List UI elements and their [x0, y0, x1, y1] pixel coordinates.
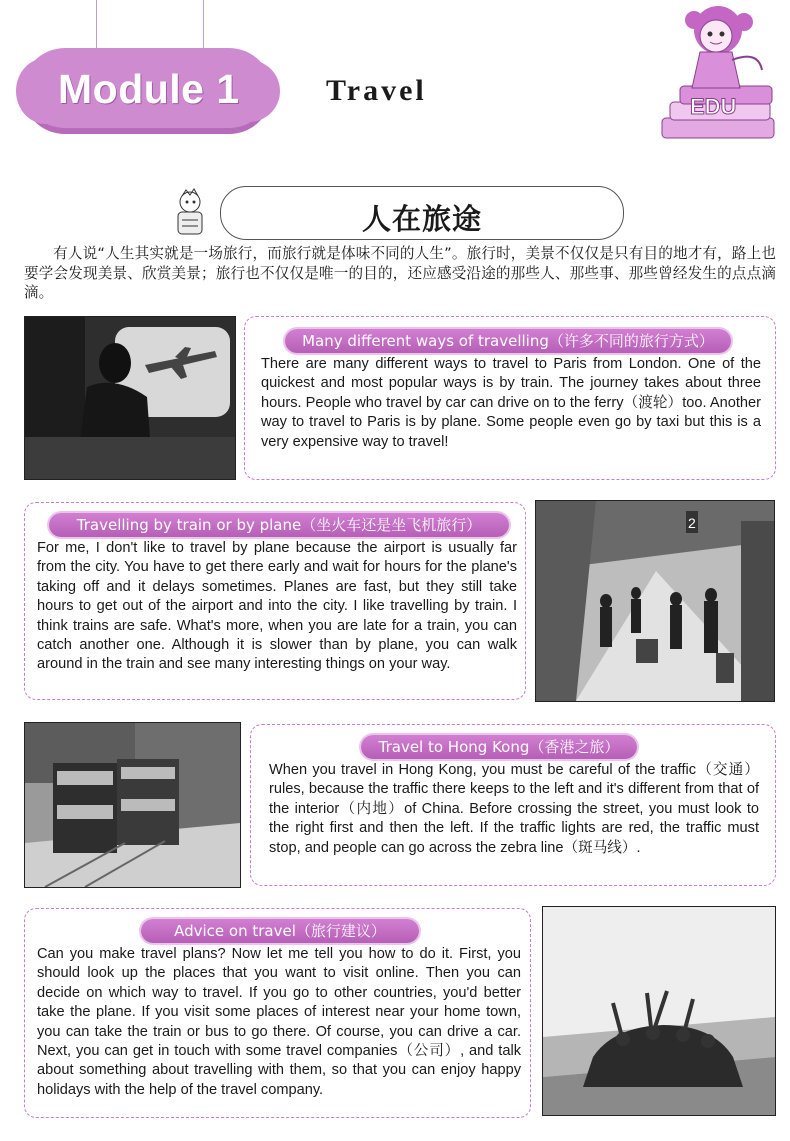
convertible-car-photo — [542, 906, 776, 1116]
section-heading: Travel to Hong Kong（香港之旅） — [361, 735, 637, 759]
train-passenger-photo — [24, 316, 236, 480]
module-label: Module 1 — [58, 66, 240, 112]
section-heading: Many different ways of travelling（许多不同的旅行方式） — [285, 329, 731, 353]
section-train-or-plane — [24, 502, 526, 700]
page-title: Travel — [326, 74, 427, 107]
section-text: When you travel in Hong Kong, you must be careful of the traffic（交通）rules, because the traffic there keeps to the left and it's different from that of the interior（内地）of China. Before crossing the street, you must look to the right first and then the left. If the traffic lights are red, the traffic must stop, and people can go across the zebra line（斑马线）. — [269, 762, 759, 856]
train-station-photo — [535, 500, 775, 702]
section-text: Can you make travel plans? Now let me tell you how to do it. First, you should look up the places that you want to visit online. Then you can decide on which way to travel. If you go to other countries, you'd better take the plane. If you visit some places of interest near your home town, you can take the train or bus to go there. Of course, you can drive a car. Next, you can get in touch with some travel companies（公司）, and talk about something about travelling with them, so that you can enjoy happy holidays with the help of the travel company. — [37, 946, 521, 1098]
subject-title: 人在旅途 — [361, 202, 482, 236]
section-hong-kong — [250, 724, 776, 886]
section-ways-of-travelling — [244, 316, 776, 480]
section-heading: Advice on travel（旅行建议） — [141, 919, 419, 943]
platform-number: 2 — [688, 515, 696, 531]
subject-title-frame — [220, 186, 624, 240]
section-text: For me, I don't like to travel by plane because the airport is usually far from the city. You have to get there early and wait for hours for the plane's taking off and it delays sometimes. Planes are fast, but they still take hours to get out of the airport and into the city. I like travelling by train. I think trains are safe. What's more, when you are late for a train, you can catch another one. Although it is slower than by plane, you can walk around in the train and see many interesting things on your way. — [37, 540, 517, 673]
cartoon-girl-illustration — [650, 0, 780, 160]
section-advice-on-travel — [24, 908, 531, 1118]
cartoon-boy-icon — [168, 188, 212, 238]
intro-paragraph: 有人说“人生其实就是一场旅行，而旅行就是体味不同的人生”。旅行时，美景不仅仅是只有目的地才有，路上也要学会发现美景、欣赏美景；旅行也不仅仅是唯一的目的，还应感受沿途的那些人、那些事、那些曾经发生的点点滴滴。 — [24, 245, 776, 301]
edu-logo-text: EDU — [690, 94, 737, 119]
section-text: There are many different ways to travel to Paris from London. One of the quickest and most popular ways is by train. The journey takes about three hours. People who travel by car can drive on to the ferry（渡轮）too. Another way to travel to Paris is by plane. Some people even go by taxi but this is a very expensive way to travel! — [261, 356, 761, 450]
section-heading: Travelling by train or by plane（坐火车还是坐飞机旅行） — [49, 513, 509, 537]
hong-kong-tram-photo — [24, 722, 241, 888]
